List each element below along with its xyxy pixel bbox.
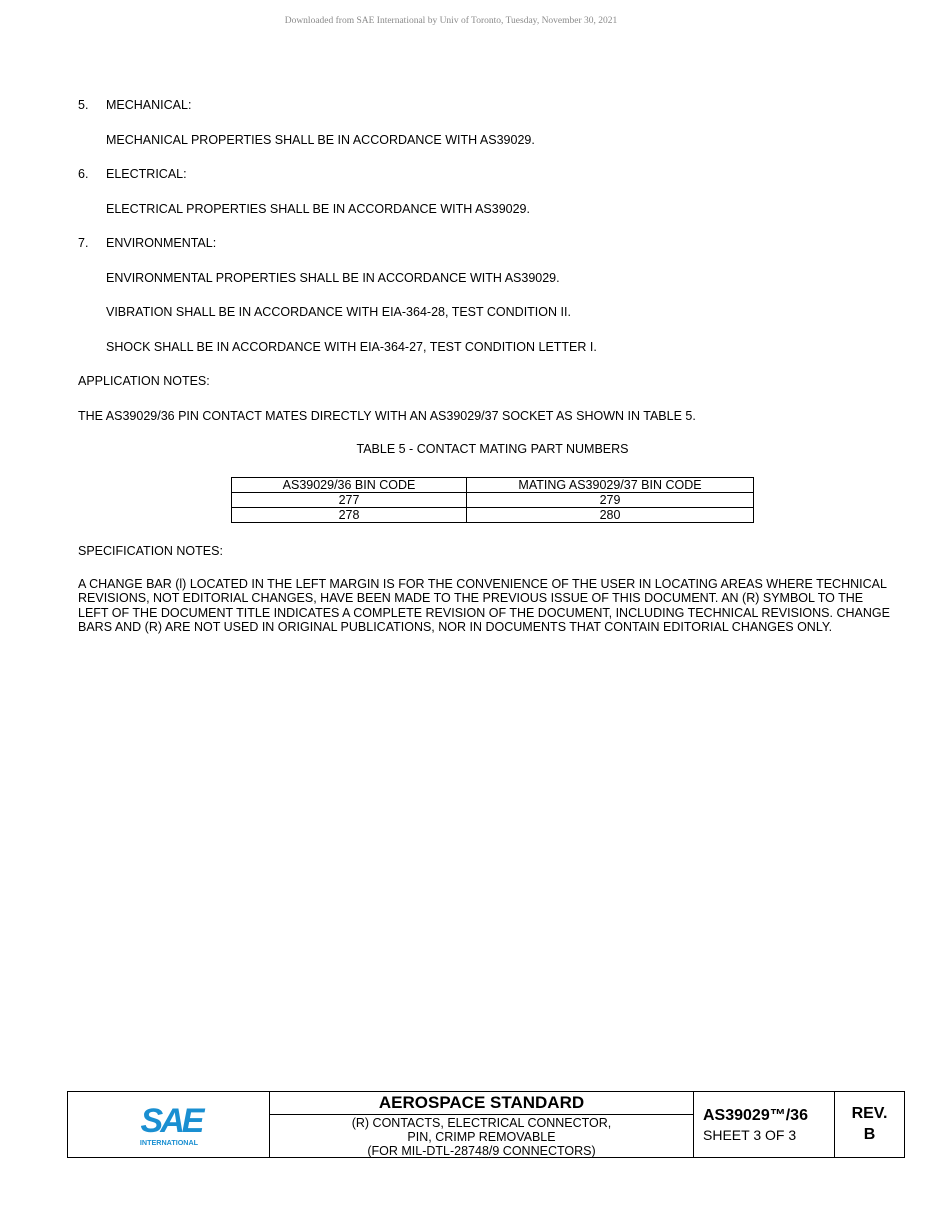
section-7-text-vibration: VIBRATION SHALL BE IN ACCORDANCE WITH EIA-364-28, TEST CONDITION II. — [106, 305, 571, 319]
document-number: AS39029™/36 — [703, 1107, 808, 1124]
title-block — [67, 1091, 905, 1158]
section-6-text: ELECTRICAL PROPERTIES SHALL BE IN ACCORDANCE WITH AS39029. — [106, 202, 530, 216]
table-cell: 279 — [467, 493, 754, 508]
sheet-number: SHEET 3 OF 3 — [703, 1127, 797, 1143]
application-notes-heading: APPLICATION NOTES: — [78, 374, 210, 388]
table-cell: 277 — [232, 493, 467, 508]
section-5-number: 5. — [78, 98, 89, 112]
application-notes-text: THE AS39029/36 PIN CONTACT MATES DIRECTLY WITH AN AS39029/37 SOCKET AS SHOWN IN TABLE 5. — [78, 409, 696, 423]
revision-label: REV. — [851, 1105, 888, 1122]
table-row — [232, 493, 754, 508]
section-7-number: 7. — [78, 236, 89, 250]
section-7-heading: ENVIRONMENTAL: — [106, 236, 217, 250]
sae-logo-subtitle: INTERNATIONAL — [139, 1138, 199, 1147]
section-6-number: 6. — [78, 167, 89, 181]
title-line: (FOR MIL-DTL-28748/9 CONNECTORS) — [367, 1144, 596, 1158]
table-cell: 280 — [467, 508, 754, 523]
section-6-heading: ELECTRICAL: — [106, 167, 187, 181]
download-watermark: Downloaded from SAE International by Univ of Toronto, Tuesday, November 30, 2021 — [284, 16, 618, 26]
revision-value: B — [863, 1126, 876, 1143]
table-header-cell: AS39029/36 BIN CODE — [232, 478, 467, 493]
document-title — [270, 1115, 693, 1158]
sae-logo — [136, 1102, 206, 1148]
document-number-cell — [694, 1092, 835, 1157]
table-5 — [231, 477, 754, 523]
standard-label: AEROSPACE STANDARD — [270, 1092, 693, 1115]
title-line: (R) CONTACTS, ELECTRICAL CONNECTOR, — [351, 1116, 612, 1130]
table-row — [232, 508, 754, 523]
section-7-text-properties: ENVIRONMENTAL PROPERTIES SHALL BE IN ACCORDANCE WITH AS39029. — [106, 271, 560, 285]
table-5-title: TABLE 5 - CONTACT MATING PART NUMBERS — [356, 442, 629, 456]
section-7-text-shock: SHOCK SHALL BE IN ACCORDANCE WITH EIA-364-27, TEST CONDITION LETTER I. — [106, 340, 597, 354]
logo-cell — [68, 1092, 270, 1157]
specification-notes-heading: SPECIFICATION NOTES: — [78, 544, 223, 558]
table-header-row — [232, 478, 754, 493]
title-cell — [270, 1092, 694, 1157]
section-5-heading: MECHANICAL: — [106, 98, 192, 112]
specification-notes-text: A CHANGE BAR (l) LOCATED IN THE LEFT MARGIN IS FOR THE CONVENIENCE OF THE USER IN LOCATING AREAS WHERE TECHNICAL REVISIONS, NOT EDITORIAL CHANGES, HAVE BEEN MADE TO THE PREVIOUS ISSUE OF THIS DOCUMENT. AN (R) SYMBOL TO THE LEFT OF THE DOCUMENT TITLE INDICATES A COMPLETE REVISION OF THE DOCUMENT, INCLUDING TECHNICAL REVISIONS. CHANGE BARS AND (R) ARE NOT USED IN ORIGINAL PUBLICATIONS, NOR IN DOCUMENTS THAT CONTAIN EDITORIAL CHANGES ONLY. — [78, 577, 890, 635]
sae-logo-wordmark: SAE — [140, 1102, 202, 1140]
table-cell: 278 — [232, 508, 467, 523]
section-5-text: MECHANICAL PROPERTIES SHALL BE IN ACCORDANCE WITH AS39029. — [106, 133, 535, 147]
table-header-cell: MATING AS39029/37 BIN CODE — [467, 478, 754, 493]
revision-cell — [835, 1092, 904, 1157]
title-line: PIN, CRIMP REMOVABLE — [407, 1130, 556, 1144]
